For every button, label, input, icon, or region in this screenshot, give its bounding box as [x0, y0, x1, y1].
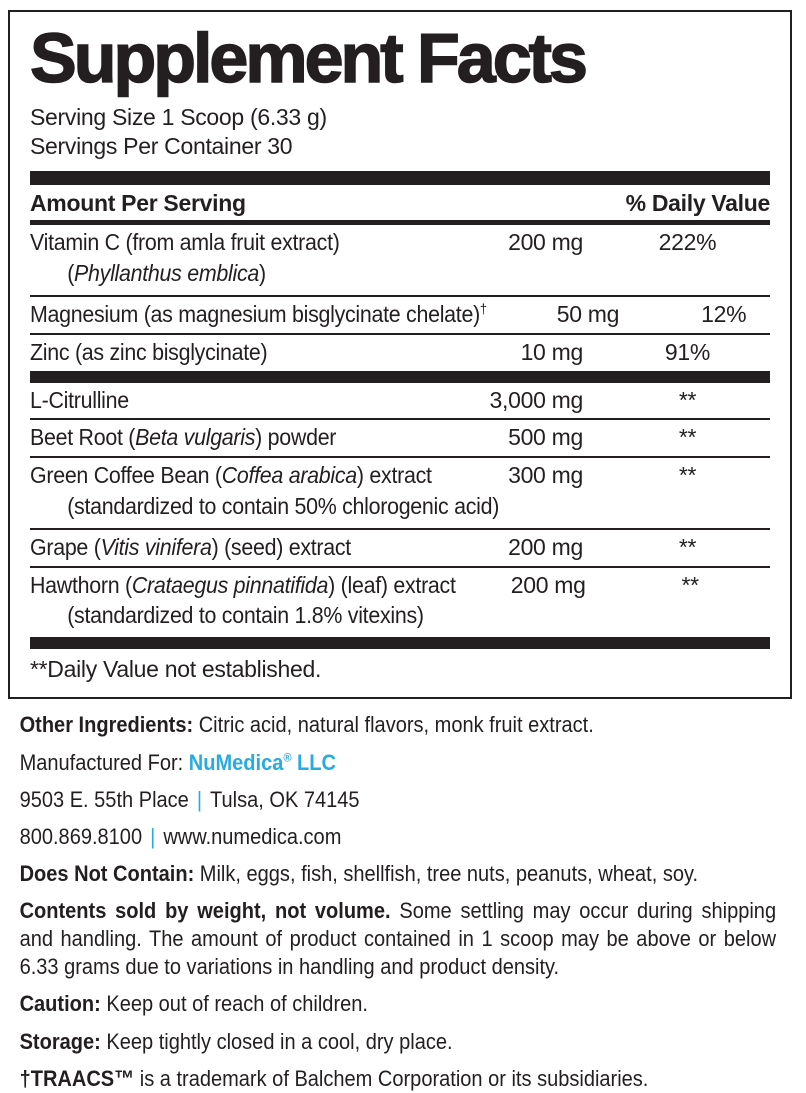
- ingredient-daily-value: **: [678, 533, 697, 560]
- ingredient-amount: 500 mg: [508, 424, 583, 451]
- daily-value-header: % Daily Value: [625, 190, 770, 217]
- ingredient-subline: (standardized to contain 50% chlorogenic acid): [67, 492, 500, 519]
- phone-number: 800.869.8100: [19, 823, 143, 849]
- ingredient-row: [30, 225, 770, 295]
- facts-rows: [30, 225, 770, 637]
- storage-label: Storage:: [19, 1028, 101, 1054]
- other-ingredients: [20, 711, 777, 739]
- trademark-note: [20, 1065, 777, 1093]
- does-not-contain-label: Does Not Contain:: [19, 860, 195, 886]
- ingredient-amount: 200 mg: [508, 229, 583, 256]
- contact-line: [20, 823, 777, 851]
- ingredient-row: [30, 295, 770, 333]
- dv-footnote: **Daily Value not established.: [30, 656, 322, 683]
- storage-text: Keep tightly closed in a cool, dry place.: [100, 1028, 453, 1054]
- ingredient-amount: 10 mg: [520, 338, 583, 365]
- bottom-divider-bar: [30, 637, 770, 649]
- ingredient-row: [30, 333, 770, 371]
- website-url: www.numedica.com: [163, 823, 342, 849]
- ingredient-name: Beet Root (Beta vulgaris) powder: [30, 424, 337, 451]
- manufactured-for-label: Manufactured For:: [19, 749, 189, 775]
- ingredient-amount: 3,000 mg: [489, 386, 583, 413]
- facts-table-header: [30, 185, 770, 225]
- ingredient-daily-value: **: [681, 571, 699, 598]
- top-divider-bar: [30, 171, 770, 185]
- ingredient-subline: (standardized to contain 1.8% vitexins): [67, 602, 424, 629]
- ingredient-daily-value: **: [678, 424, 697, 451]
- does-not-contain: [20, 860, 777, 888]
- trademark-label: †TRAACS™: [19, 1065, 135, 1091]
- ingredient-amount: 200 mg: [508, 533, 583, 560]
- address-line: [20, 786, 777, 814]
- ingredient-daily-value: 91%: [664, 338, 711, 365]
- brand-name-suffix: LLC: [291, 749, 336, 775]
- supplement-facts-panel: [8, 10, 792, 699]
- ingredient-name: Zinc (as zinc bisglycinate): [30, 338, 268, 365]
- amount-per-serving-header: Amount Per Serving: [30, 190, 246, 217]
- manufactured-for: [20, 749, 777, 777]
- ingredient-row: [30, 456, 770, 528]
- ingredient-name: Green Coffee Bean (Coffea arabica) extract: [30, 462, 432, 489]
- street-address: 9503 E. 55th Place: [19, 786, 189, 812]
- servings-per-container: Servings Per Container 30: [30, 133, 293, 160]
- ingredient-name: Vitamin C (from amla fruit extract): [30, 229, 340, 256]
- section-divider-bar: [30, 371, 770, 383]
- ingredient-row: [30, 383, 770, 419]
- brand-name: [189, 750, 336, 775]
- contents-note-label: Contents sold by weight, not volume.: [19, 898, 391, 924]
- serving-size: Serving Size 1 Scoop (6.33 g): [30, 103, 327, 130]
- label-footer: [0, 699, 776, 1092]
- city-state-zip: Tulsa, OK 74145: [210, 786, 360, 812]
- ingredient-amount: 300 mg: [508, 462, 583, 489]
- panel-title: Supplement Facts: [30, 19, 585, 97]
- ingredient-daily-value: **: [678, 462, 697, 489]
- brand-name-text: NuMedica: [188, 749, 284, 775]
- ingredient-amount: 200 mg: [510, 571, 586, 598]
- pipe-separator: |: [196, 786, 203, 812]
- contents-note-text: Some settling may occur during shipping and handling. The amount of product contained in 1 scoop may be above or below 6.33 grams due to variations in handling and product density.: [19, 898, 777, 980]
- dagger-mark: †: [479, 301, 487, 317]
- ingredient-name: Hawthorn (Crataegus pinnatifida) (leaf) extract: [30, 571, 456, 598]
- storage-note: [20, 1028, 777, 1056]
- trademark-text: is a trademark of Balchem Corporation or its subsidiaries.: [134, 1065, 649, 1091]
- ingredient-name: L-Citrulline: [30, 386, 129, 413]
- caution-text: Keep out of reach of children.: [100, 991, 368, 1017]
- contents-note: [20, 897, 777, 981]
- caution-label: Caution:: [19, 991, 101, 1017]
- pipe-separator: |: [150, 823, 156, 849]
- ingredient-amount: 50 mg: [556, 301, 620, 328]
- ingredient-daily-value: 222%: [658, 229, 717, 256]
- ingredient-daily-value: 12%: [701, 301, 747, 328]
- does-not-contain-text: Milk, eggs, fish, shellfish, tree nuts, peanuts, wheat, soy.: [194, 860, 699, 886]
- ingredient-row: [30, 528, 770, 566]
- ingredient-name: Magnesium (as magnesium bisglycinate chelate)†: [30, 301, 487, 328]
- other-ingredients-label: Other Ingredients:: [19, 712, 194, 738]
- ingredient-row: [30, 566, 770, 638]
- ingredient-subline: (Phyllanthus emblica): [67, 260, 266, 287]
- caution-note: [20, 990, 777, 1018]
- ingredient-name: Grape (Vitis vinifera) (seed) extract: [30, 533, 351, 560]
- other-ingredients-text: Citric acid, natural flavors, monk fruit extract.: [193, 712, 594, 738]
- ingredient-row: [30, 418, 770, 456]
- ingredient-daily-value: **: [678, 386, 697, 413]
- registered-mark: ®: [283, 750, 292, 765]
